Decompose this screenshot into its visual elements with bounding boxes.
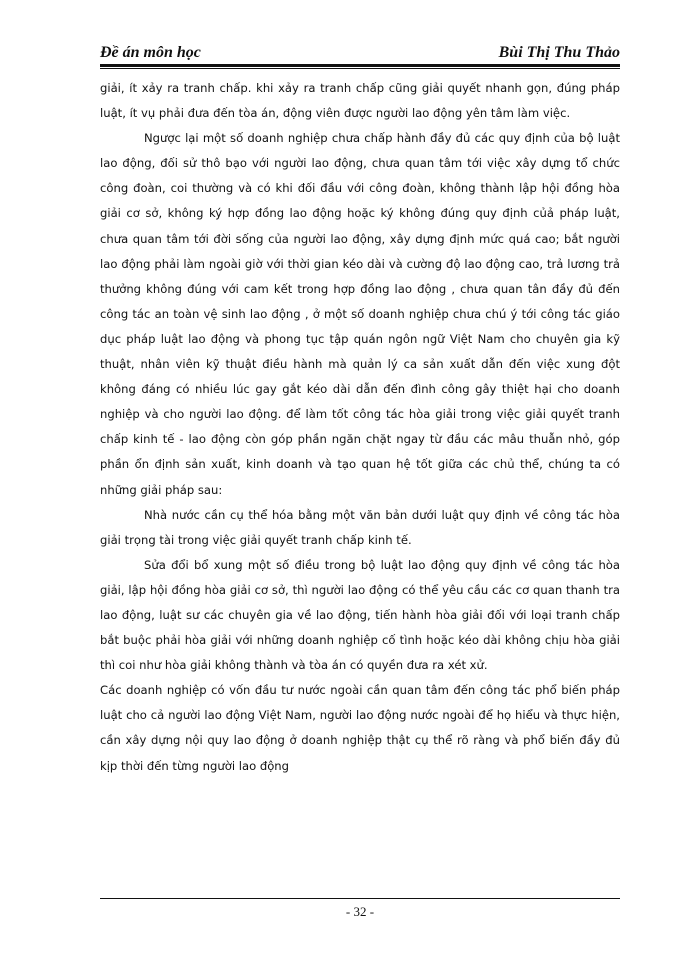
header-rule-thin	[100, 68, 620, 69]
document-body	[100, 76, 620, 779]
header-course-title: Đề án môn học	[100, 44, 201, 61]
paragraph-labor-code-amendment: Sửa đổi bổ xung một số điều trong bộ luật lao động quy định về công tác hòa giải, lập hội đồng hòa giải cơ sở, thì người lao động có thể yêu cầu các cơ quan thanh tra lao động, luật sư các chuyên gia về lao động, tiến hành hòa giải đối với loại tranh chấp bắt buộc phải hòa giải với những doanh nghiệp cố tình hoặc kéo dài không chịu hòa giải thì coi như hòa giải không thành và tòa án có quyền đưa ra xét xử.	[100, 557, 620, 673]
page-number: - 32 -	[345, 904, 375, 919]
paragraph-foreign-invested-enterprises: Các doanh nghiệp có vốn đầu tư nước ngoài cần quan tâm đến công tác phổ biến pháp luật cho cả người lao động Việt Nam, người lao động nước ngoài để họ hiểu và thực hiện, cần xây dựng nội quy lao động ở doanh nghiệp thật cụ thể rõ ràng và phổ biến đầy đủ kịp thời đến từng người lao động	[100, 683, 620, 773]
page-header	[100, 36, 620, 62]
paragraph-noncompliant-enterprises: Ngược lại một số doanh nghiệp chưa chấp hành đầy đủ các quy định của bộ luật lao động, đối sử thô bạo với người lao động, chưa quan tâm tới việc xây dựng tổ chức công đoàn, coi thường và có khi đối đầu với công đoàn, không thành lập hội đồng hòa giải cơ sở, không ký hợp đồng lao động hoặc ký không đúng quy định củả pháp luật, chưa quan tâm tới đời sống của người lao động, xây dựng định mức quá cao; bắt người lao động phải làm ngoài giờ với thời gian kéo dài và cường độ lao động cao, trả lương trả thưởng không đúng với cam kết trong hợp đồng lao động , chưa quan tân đầy đủ đến công tác an toàn vệ sinh lao động , ở một số doanh nghiệp chưa chú ý tới công tác giáo dục pháp luật lao động và phong tục tập quán ngôn ngữ Việt Nam cho chuyên gia kỹ thuật, nhân viên kỹ thuật điều hành mà quản lý ca sản xuất dẫn đến việc xung đột không đáng có nhiều lúc gay gắt kéo dài dẫn đến đình công gây thiệt hại cho doanh nghiệp và cho người lao động. để làm tốt công tác hòa giải trong việc giải quyết tranh chấp kinh tế - lao động còn góp phần ngăn chặt ngay từ đầu các mâu thuẫn nhỏ, góp phần ổn định sản xuất, kinh doanh và tạo quan hệ tốt giữa các chủ thể, chúng ta có những giải pháp sau:	[100, 131, 620, 497]
header-author-name: Bùi Thị Thu Thảo	[498, 44, 620, 61]
paragraph-continuation: giải, ít xảy ra tranh chấp. khi xảy ra tranh chấp cũng giải quyết nhanh gọn, đúng pháp luật, ít vụ phải đưa đến tòa án, động viên được người lao động yên tâm làm việc.	[100, 81, 620, 121]
paragraph-state-regulation: Nhà nước cần cụ thể hóa bằng một văn bản dưới luật quy định về công tác hòa giải trọng tài trong việc giải quyết tranh chấp kinh tế.	[100, 507, 620, 547]
footer-rule	[100, 898, 620, 899]
header-rule-thick	[100, 64, 620, 67]
